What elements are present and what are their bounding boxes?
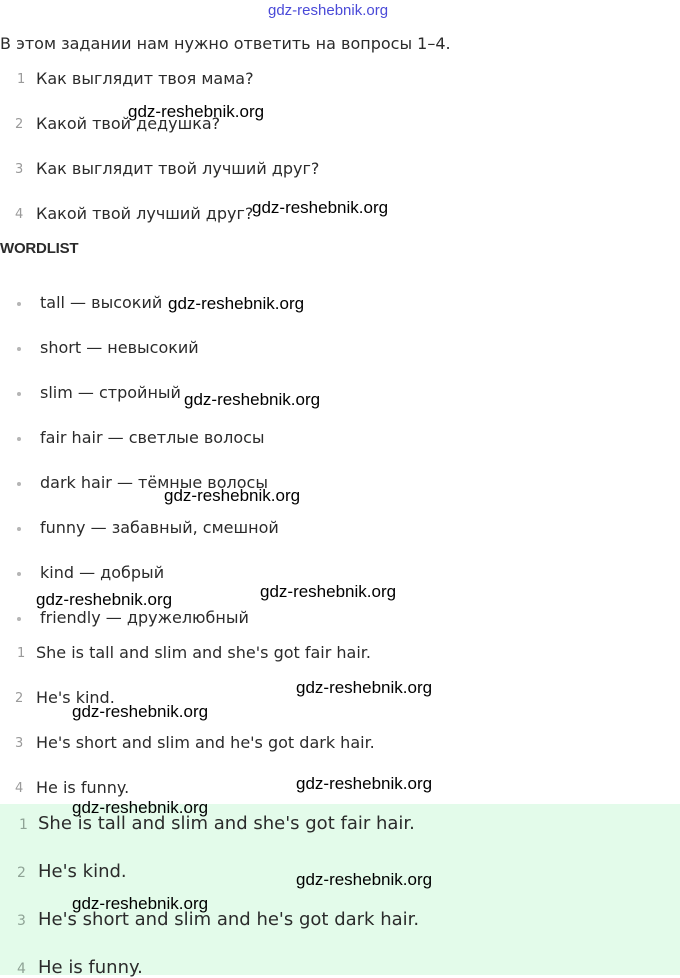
question-number: 4: [15, 207, 24, 222]
answer-text: He is funny.: [36, 778, 130, 797]
answer-text: She is tall and slim and she's got fair hair.: [36, 643, 371, 662]
bullet-dot: [17, 347, 21, 351]
question-text: Как выглядит твоя мама?: [36, 69, 254, 88]
wordlist-item: funny — забавный, смешной: [40, 518, 279, 537]
task-intro: В этом задании нам нужно ответить на вопросы 1–4.: [0, 34, 451, 53]
wordlist-item: short — невысокий: [40, 338, 199, 357]
question-text: Какой твой лучший друг?: [36, 204, 254, 223]
watermark: gdz-reshebnik.org: [184, 390, 321, 409]
watermark: gdz-reshebnik.org: [72, 702, 209, 721]
highlighted-answer-number: 1: [19, 817, 28, 833]
wordlist-item: friendly — дружелюбный: [40, 608, 249, 627]
watermark: gdz-reshebnik.org: [296, 774, 433, 793]
watermark: gdz-reshebnik.org: [296, 870, 433, 889]
watermark: gdz-reshebnik.org: [252, 198, 389, 217]
bullet-dot: [17, 482, 21, 486]
question-text: Какой твой дедушка?: [36, 114, 221, 133]
answer-number: 3: [15, 736, 24, 751]
bullet-dot: [17, 572, 21, 576]
watermark: gdz-reshebnik.org: [72, 894, 209, 913]
bullet-dot: [17, 527, 21, 531]
highlighted-answer-text: He's short and slim and he's got dark hair.: [38, 909, 420, 930]
watermark: gdz-reshebnik.org: [168, 294, 305, 313]
bullet-dot: [17, 437, 21, 441]
watermark: gdz-reshebnik.org: [72, 798, 209, 817]
question-number: 3: [15, 162, 24, 177]
highlighted-answer-number: 3: [17, 913, 26, 929]
site-header-link[interactable]: gdz-reshebnik.org: [268, 2, 389, 19]
watermark: gdz-reshebnik.org: [296, 678, 433, 697]
question-text: Как выглядит твой лучший друг?: [36, 159, 320, 178]
watermark: gdz-reshebnik.org: [260, 582, 397, 601]
wordlist-item: slim — стройный: [40, 383, 181, 402]
bullet-dot: [17, 617, 21, 621]
highlighted-answer-text: He's kind.: [38, 861, 127, 882]
watermark: gdz-reshebnik.org: [164, 486, 301, 505]
watermark: gdz-reshebnik.org: [128, 102, 265, 121]
highlighted-answer-number: 2: [17, 865, 26, 881]
watermark: gdz-reshebnik.org: [36, 590, 173, 609]
answer-number: 1: [17, 646, 26, 661]
bullet-dot: [17, 302, 21, 306]
wordlist-item: kind — добрый: [40, 563, 165, 582]
wordlist-item: dark hair — тёмные волосы: [40, 473, 268, 492]
wordlist-title: WORDLIST: [0, 240, 79, 257]
highlighted-answer-text: She is tall and slim and she's got fair hair.: [38, 813, 415, 834]
question-number: 1: [17, 72, 26, 87]
wordlist-item: fair hair — светлые волосы: [40, 428, 265, 447]
highlighted-answer-number: 4: [17, 961, 26, 977]
answer-text: He's short and slim and he's got dark hair.: [36, 733, 375, 752]
answer-text: He's kind.: [36, 688, 115, 707]
answer-number: 2: [15, 691, 24, 706]
wordlist-item: tall — высокий: [40, 293, 163, 312]
highlighted-answer-text: He is funny.: [38, 957, 143, 978]
bullet-dot: [17, 392, 21, 396]
question-number: 2: [15, 117, 24, 132]
answer-number: 4: [15, 781, 24, 796]
